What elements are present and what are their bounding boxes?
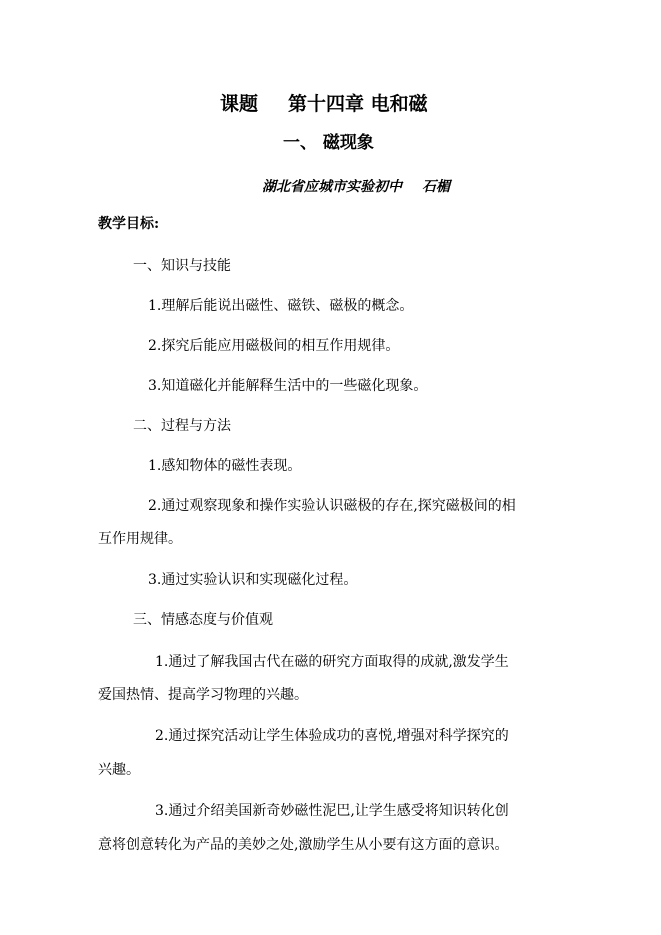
school-name: 湖北省应城市实验初中 — [262, 179, 402, 195]
objective-item: 2.探究后能应用磁极间的相互作用规律。 — [148, 338, 400, 354]
objective-item: 3.通过实验认识和实现磁化过程。 — [148, 572, 358, 588]
lesson-subtitle: 一、 磁现象 — [283, 133, 374, 153]
objective-item: 3.通过介绍美国新奇妙磁性泥巴,让学生感受将知识转化创 — [155, 803, 509, 819]
section-heading: 一、知识与技能 — [133, 258, 231, 274]
lesson-title — [220, 91, 428, 117]
chapter-title: 第十四章 电和磁 — [288, 93, 428, 115]
section-heading: 三、情感态度与价值观 — [133, 612, 273, 628]
author-line — [262, 177, 450, 197]
objectives-heading: 教学目标: — [98, 216, 160, 232]
objective-item: 2.通过观察现象和操作实验认识磁极的存在,探究磁极间的相 — [148, 498, 516, 514]
objective-item: 1.理解后能说出磁性、磁铁、磁极的概念。 — [148, 298, 414, 314]
objective-item-continuation: 爱国热情、提高学习物理的兴趣。 — [98, 687, 308, 703]
objective-item: 2.通过探究活动让学生体验成功的喜悦,增强对科学探究的 — [155, 728, 509, 744]
objective-item: 1.通过了解我国古代在磁的研究方面取得的成就,激发学生 — [155, 654, 509, 670]
objective-item: 1.感知物体的磁性表现。 — [148, 458, 302, 474]
objective-item-continuation: 互作用规律。 — [98, 531, 182, 547]
objective-item-continuation: 兴趣。 — [98, 762, 140, 778]
section-heading: 二、过程与方法 — [133, 418, 231, 434]
title-label: 课题 — [220, 93, 259, 115]
teacher-name: 石楣 — [422, 179, 450, 195]
objective-item-continuation: 意将创意转化为产品的美妙之处,激励学生从小要有这方面的意识。 — [98, 837, 509, 853]
objective-item: 3.知道磁化并能解释生活中的一些磁化现象。 — [148, 378, 428, 394]
